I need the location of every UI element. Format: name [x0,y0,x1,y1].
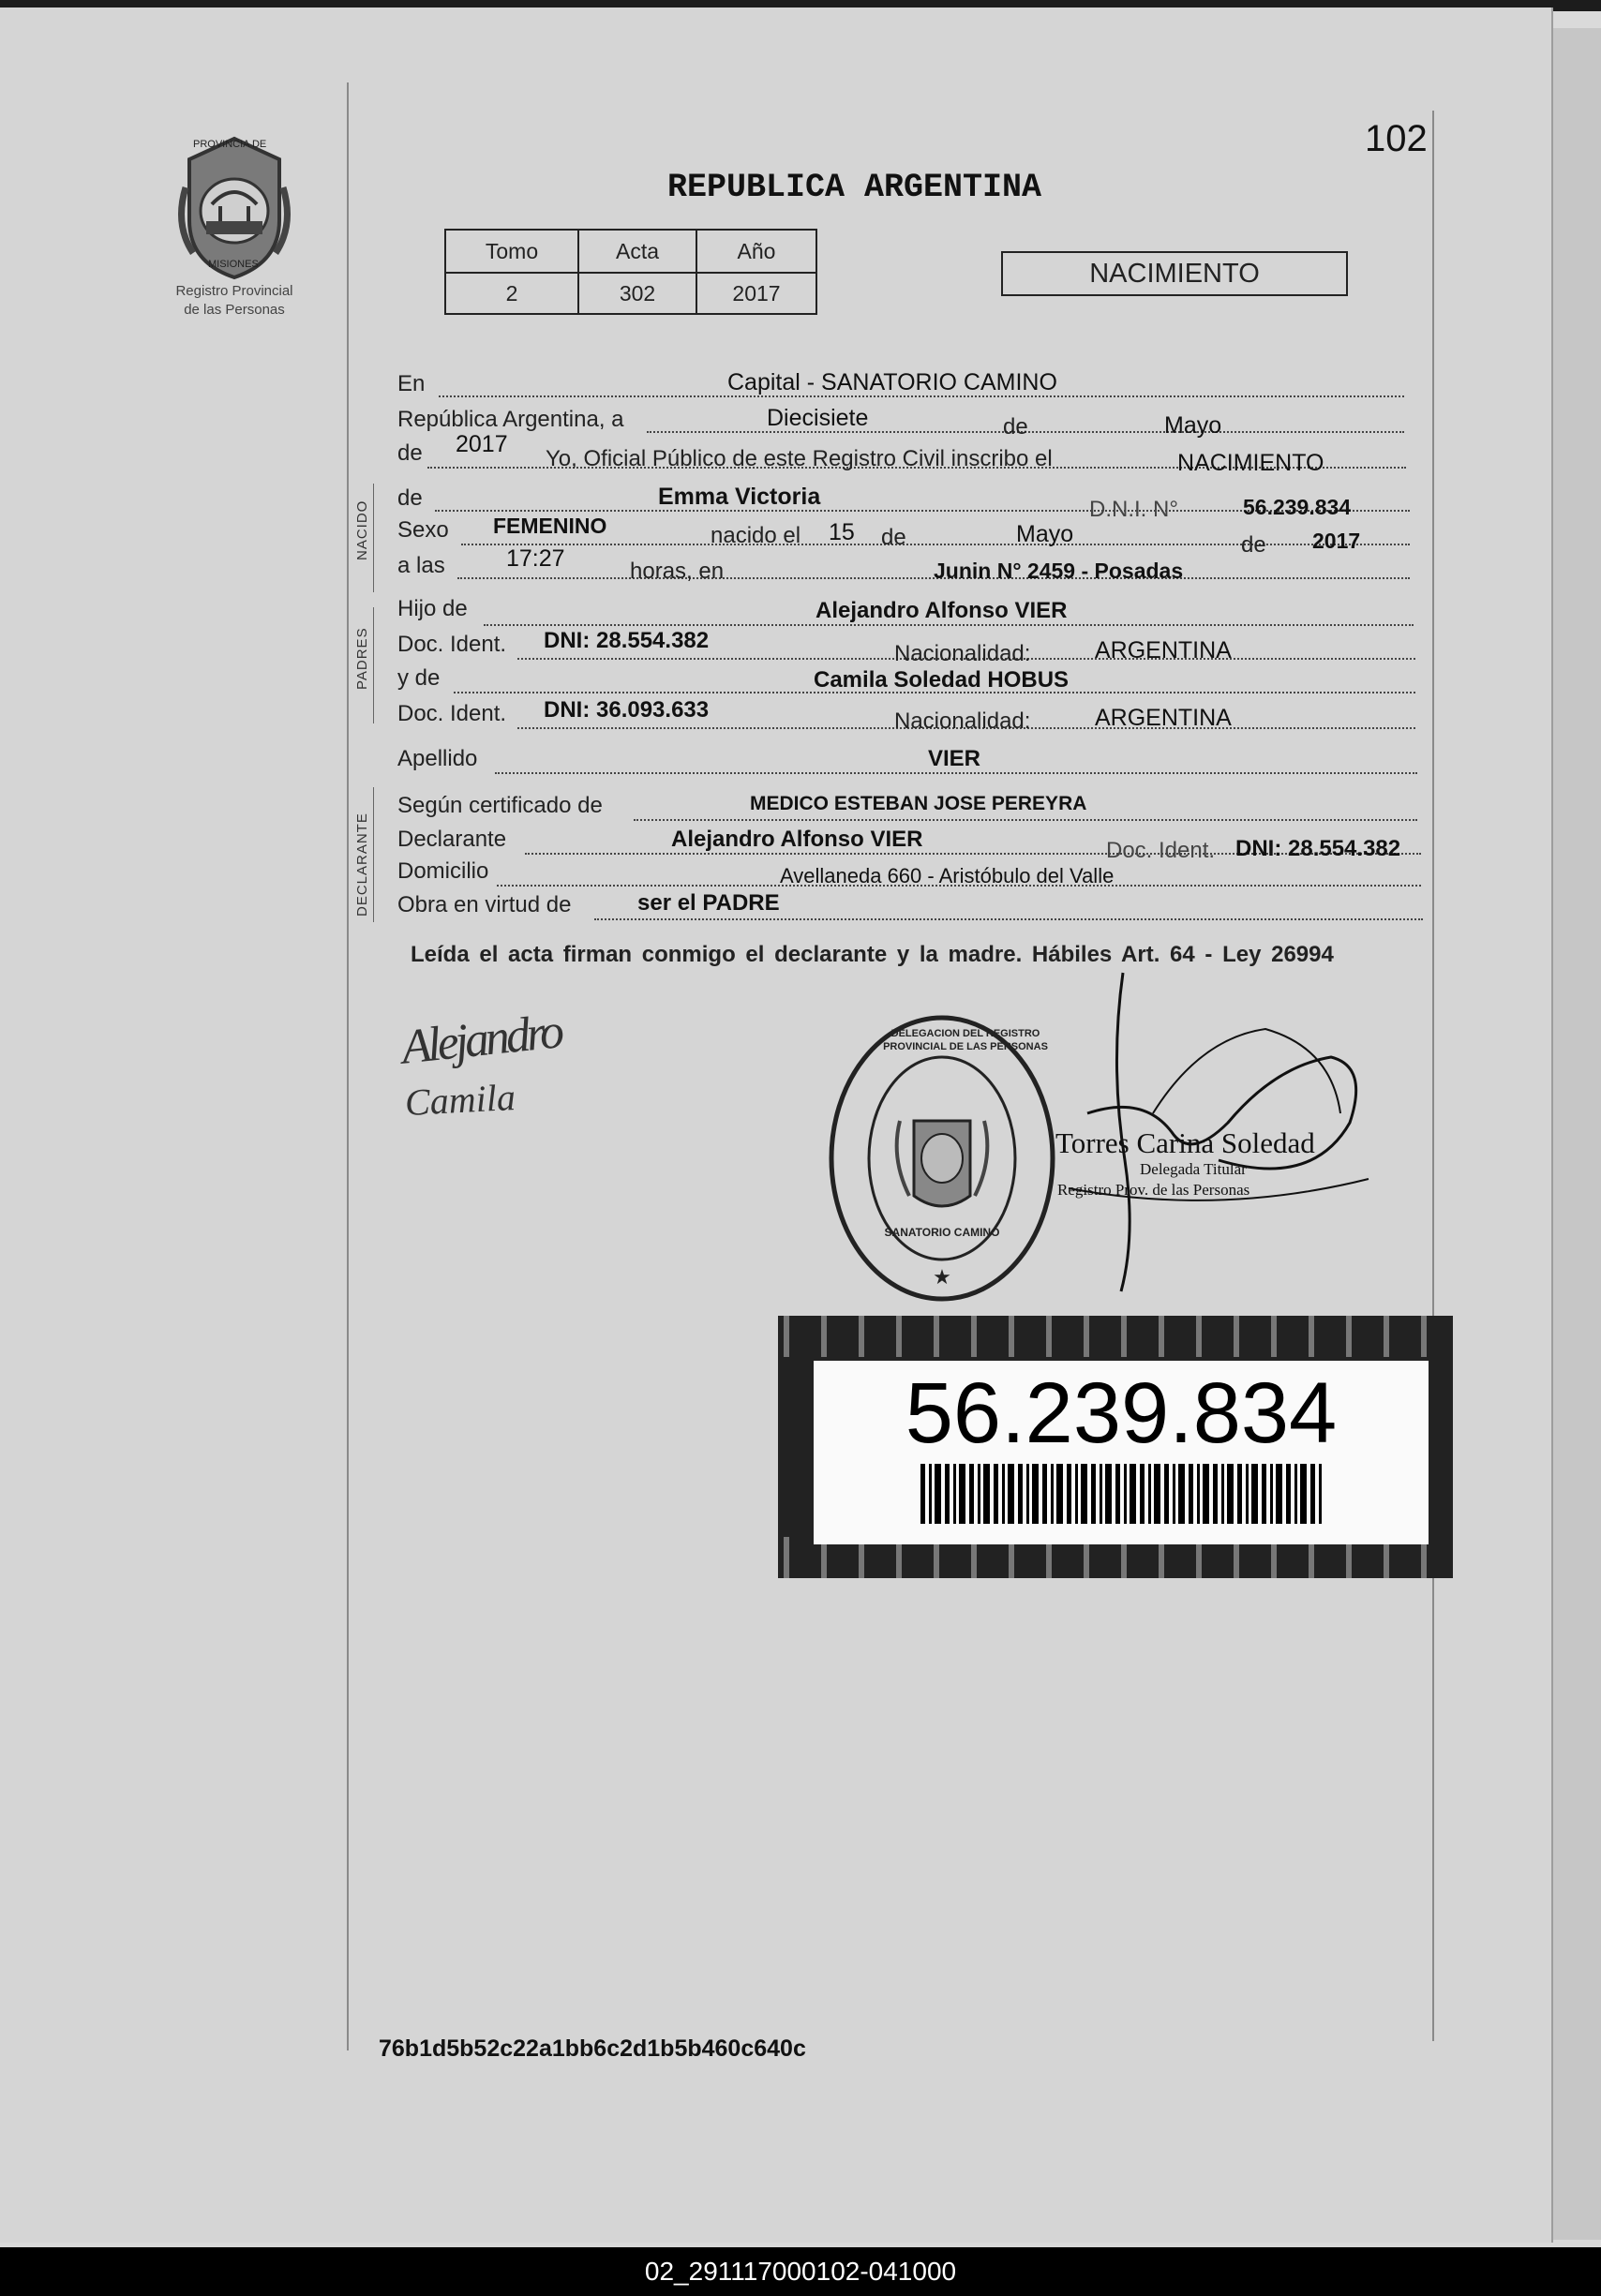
section-label-declarante: DECLARANTE [354,813,370,917]
apellido-label: Apellido [397,746,478,771]
seal-inner-text: SANATORIO CAMINO [884,1226,1000,1239]
document-hash: 76b1d5b52c22a1bb6c2d1b5b460c640c [379,2035,806,2062]
emblem-text-bottom: MISIONES [208,259,259,270]
dni-value: 56.239.834 [1243,495,1352,519]
logo-caption-line1: Registro Provincial [175,283,293,299]
registry-seal-icon [825,1008,1059,1308]
seal-ring-text: DELEGACION DEL REGISTRO PROVINCIAL DE LAS PERSONAS [883,1028,1048,1052]
left-margin-line [347,82,349,2050]
scan-filename-footer: 02_291117000102-041000 [0,2247,1601,2296]
mother-dni-value: DNI: 36.093.633 [544,697,710,723]
de5-label: de [1241,532,1266,558]
declarante-label: Declarante [397,827,507,852]
record-table [444,229,817,315]
de-label: de [1003,414,1028,440]
doc3-label: Doc. Ident. [1106,838,1216,863]
hijo-label: Hijo de [397,596,468,621]
year-value: 2017 [456,431,508,457]
alas-label: a las [397,553,445,578]
certificado-label: Según certificado de [397,793,603,818]
address-value: Avellaneda 660 - Aristóbulo del Valle [780,864,1115,887]
father-nationality-value: ARGENTINA [1095,637,1232,663]
inscribo-value: NACIMIENTO [1177,450,1324,476]
barcode-bars [920,1464,1324,1524]
doc1-label: Doc. Ident. [397,632,507,657]
mother-nationality-value: ARGENTINA [1095,705,1232,731]
en-label: En [397,371,426,396]
dni-label: D.N.I. N° [1089,497,1178,522]
de3-label: de [397,485,423,511]
hour-value: 17:27 [506,545,565,572]
birth-day-value: 15 [829,519,855,545]
right-margin-line [1432,111,1434,2041]
sex-value: FEMENINO [493,514,607,538]
page-number: 102 [1365,118,1428,159]
nac1-label: Nacionalidad: [894,641,1031,666]
day-value: Diecisiete [767,405,869,431]
domicilio-label: Domicilio [397,858,489,884]
record-table-cell: 2017 [696,273,816,314]
birth-year-value: 2017 [1312,529,1361,553]
record-table-cell: 2 [445,273,578,314]
section-divider-nacido [373,484,374,592]
logo-caption-line2: de las Personas [184,302,285,318]
document-title: REPUBLICA ARGENTINA [667,169,1042,206]
section-divider-padres [373,607,374,723]
father-dni-value: DNI: 28.554.382 [544,628,710,653]
obra-label: Obra en virtud de [397,892,572,917]
closing-statement: Leída el acta firman conmigo el declarante y la madre. Hábiles Art. 64 - Ley 26994 [411,942,1334,967]
declarant-signature: Alejandro [398,1005,563,1075]
oficial-text: Yo, Oficial Público de este Registro Civil inscribo el [546,446,1053,471]
emblem-text-top: PROVINCIA DE [193,139,267,150]
child-name-value: Emma Victoria [658,484,821,510]
record-table-cell: 302 [578,273,696,314]
declarant-dni-value: DNI: 28.554.382 [1235,836,1401,861]
nacido-label: nacido el [711,523,801,548]
yde-label: y de [397,665,441,691]
barcode-number: 56.239.834 [905,1365,1338,1461]
nac2-label: Nacionalidad: [894,708,1031,734]
official-name: Torres Carina Soledad [1055,1126,1315,1159]
official-office: Registro Prov. de las Personas [1057,1181,1250,1199]
surname-value: VIER [928,746,981,771]
doc2-label: Doc. Ident. [397,701,507,726]
section-divider-declarante [373,787,374,922]
certificado-dotted-line [634,819,1417,821]
provincial-registry-logo [169,131,300,281]
sexo-label: Sexo [397,517,449,543]
birth-certificate-page [0,7,1553,2243]
place-value: Capital - SANATORIO CAMINO [727,369,1057,395]
de2-label: de [397,440,423,466]
birth-month-value: Mayo [1016,521,1074,547]
obra-dotted-line [594,918,1423,920]
mother-signature: Camila [403,1075,516,1125]
month-value: Mayo [1164,412,1222,439]
birth-place-value: Junin N° 2459 - Posadas [934,559,1184,583]
declarant-value: Alejandro Alfonso VIER [671,827,923,852]
de4-label: de [881,525,906,550]
republica-label: República Argentina, a [397,407,624,432]
apellido-dotted-line [495,772,1417,774]
certificate-value: MEDICO ESTEBAN JOSE PEREYRA [750,793,1087,814]
reason-value: ser el PADRE [637,890,780,916]
hijo-dotted-line [484,624,1414,626]
barcode-band-pattern [778,1316,1453,1357]
mother-name-value: Camila Soledad HOBUS [814,667,1070,693]
official-role: Delegada Titular [1140,1160,1247,1178]
sexo-dotted-line [461,544,1410,545]
svg-text:★: ★ [933,1265,951,1289]
section-label-padres: PADRES [354,627,370,690]
record-table-header: Acta [578,230,696,273]
father-name-value: Alejandro Alfonso VIER [815,598,1068,623]
horas-label: horas, en [630,559,725,584]
section-label-nacido: NACIDO [354,499,370,560]
record-table-header: Tomo [445,230,578,273]
record-table-header: Año [696,230,816,273]
record-type-box: NACIMIENTO [1001,251,1348,296]
